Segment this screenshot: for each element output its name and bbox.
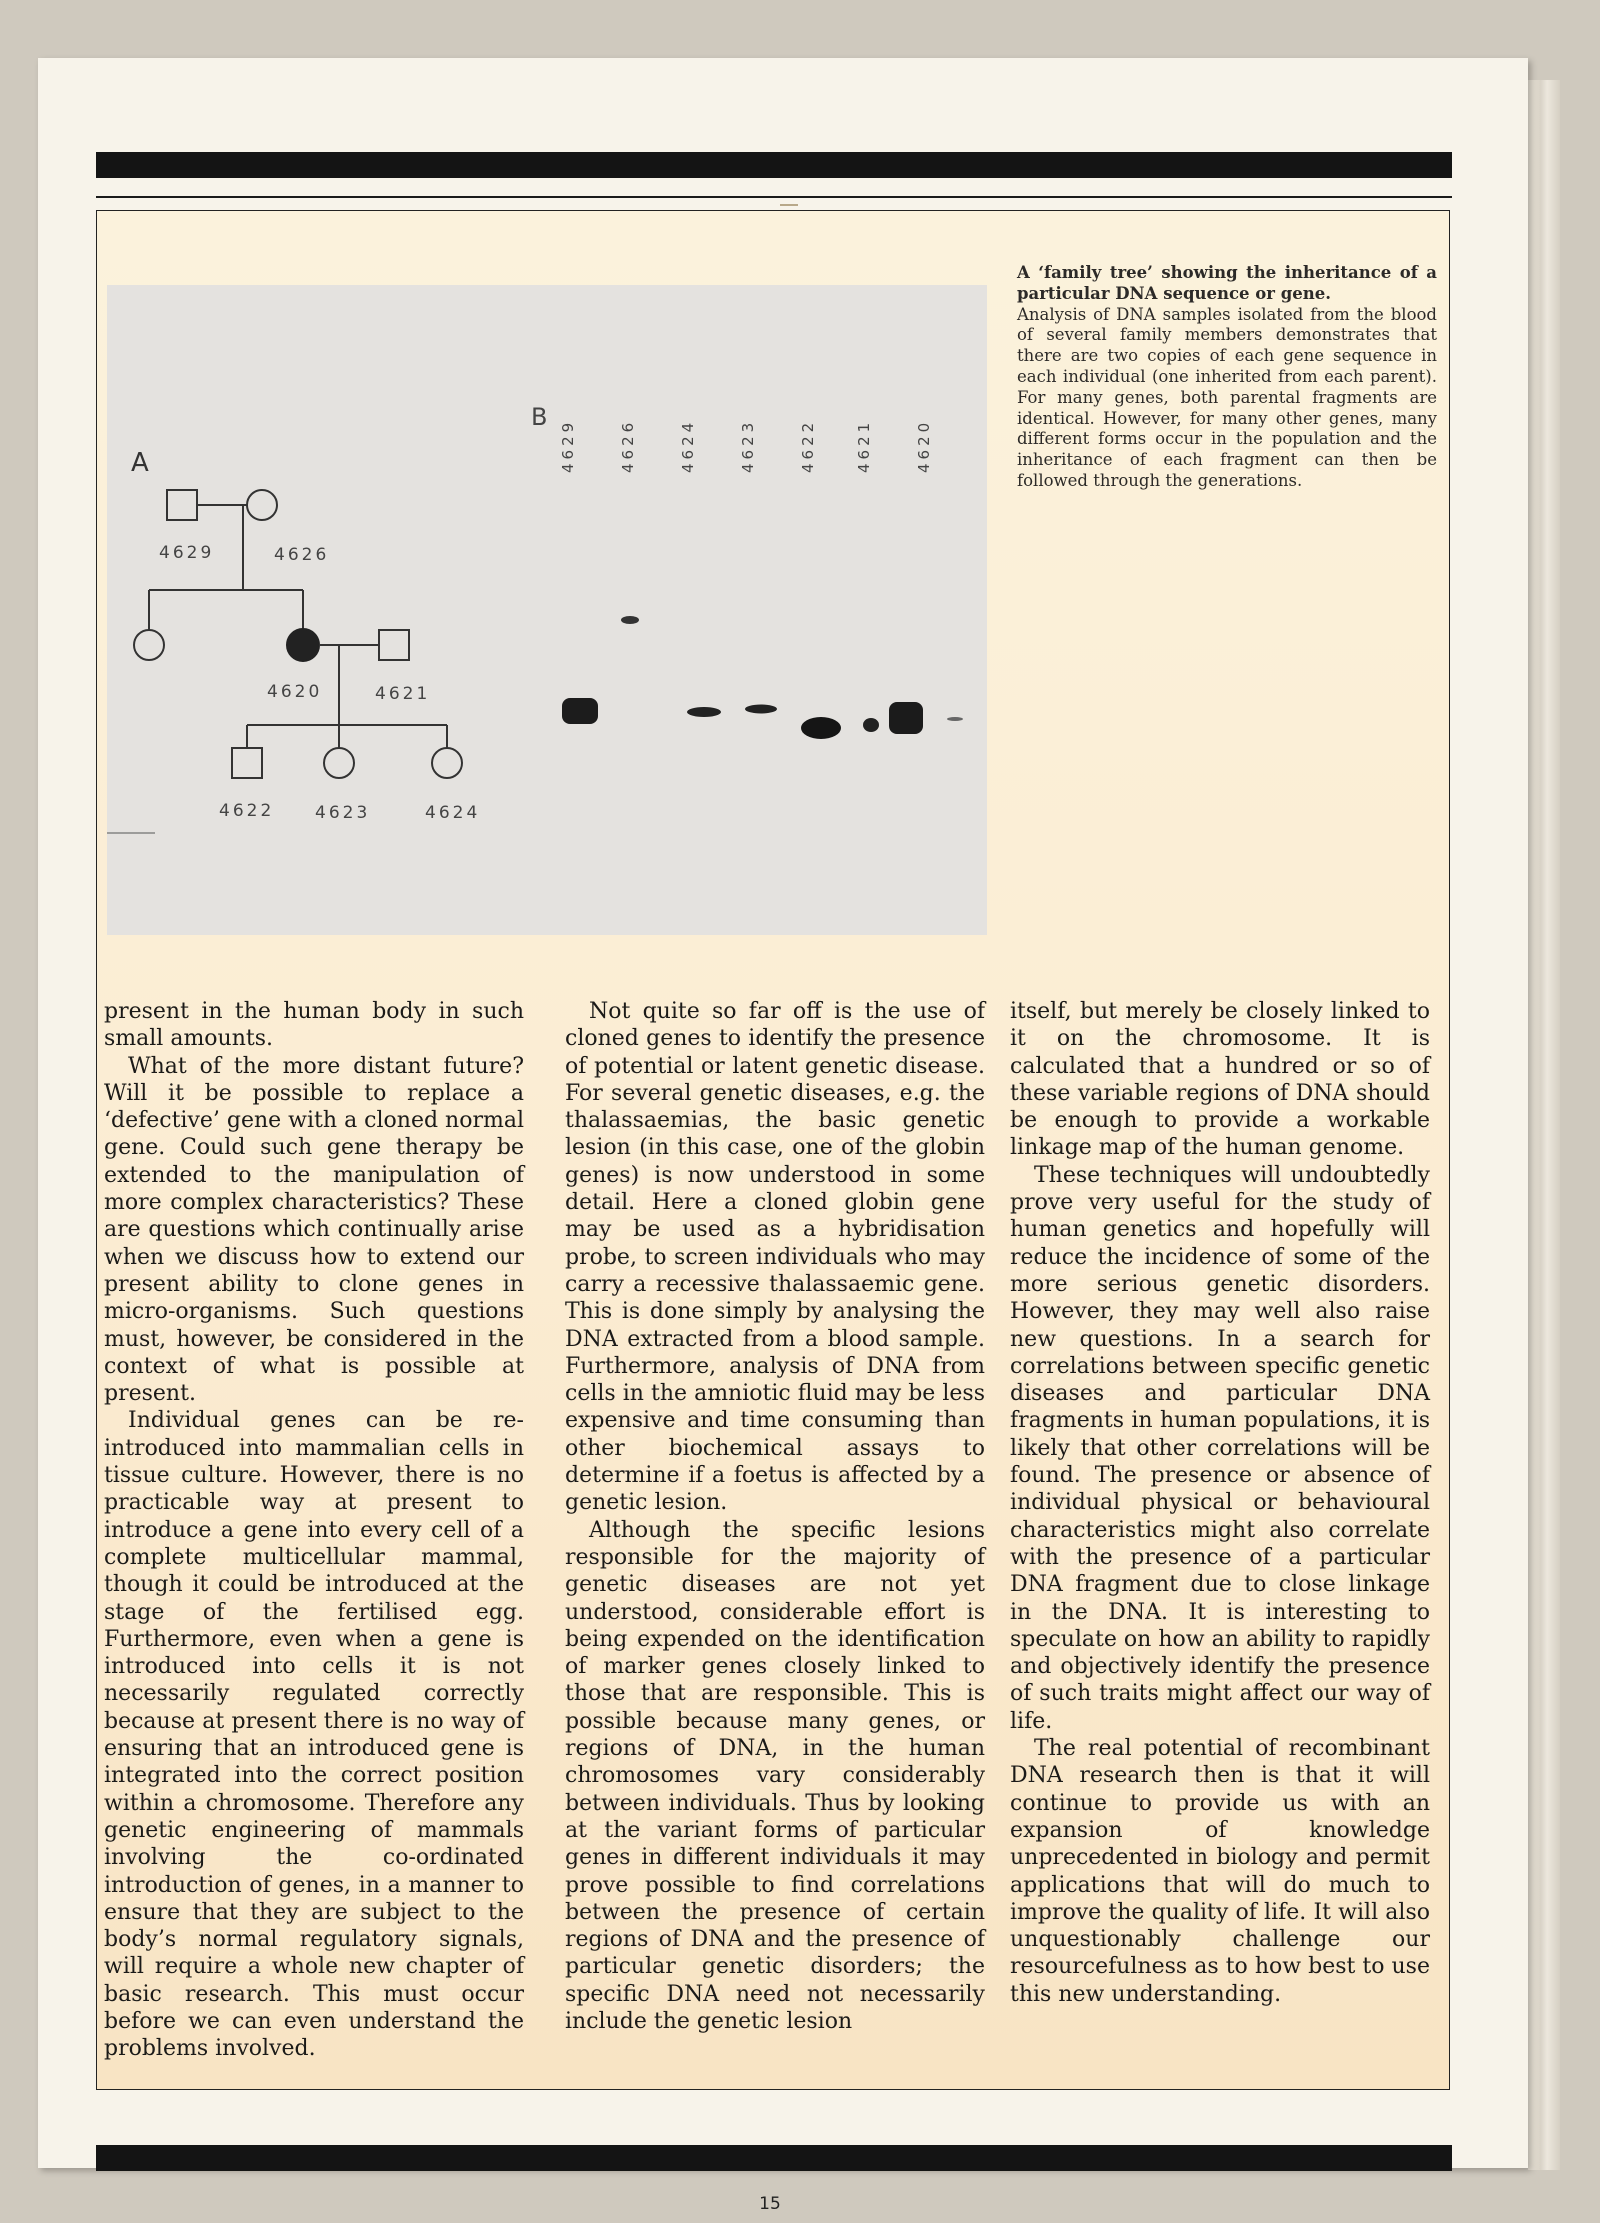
pedigree-label-4620: 4620 — [267, 682, 323, 702]
gel-lane-label-4623: 4623 — [739, 418, 757, 473]
gel-lane-label-4624: 4624 — [679, 418, 697, 473]
gel-lane-labels — [559, 419, 933, 473]
gel-lane-label-4629: 4629 — [559, 418, 577, 473]
gel-band — [863, 718, 879, 732]
pedigree-label-4621: 4621 — [375, 684, 431, 704]
pedigree-label-4623: 4623 — [315, 803, 371, 823]
text-column-3 — [1010, 998, 1430, 2008]
page-edge — [1528, 80, 1560, 2170]
pedigree-label-4626: 4626 — [274, 545, 330, 565]
page-number: 15 — [759, 2194, 781, 2214]
gel-band — [562, 698, 598, 724]
paragraph: Not quite so far off is the use of cloned genes to identify the presence of potential or latent genetic disease. For several genetic diseases, e.g. the thalassaemias, the basic genetic lesion (in this case, one of the globin genes) is now understood in some detail. Here a cloned globin gene may be used as a hybridisation probe, to screen individuals who may carry a recessive thalassaemic gene. This is done simply by analysing the DNA extracted from a blood sample. Furthermore, analysis of DNA from cells in the amniotic fluid may be less expensive and time consuming than other biochemical assays to determine if a foetus is affected by a genetic lesion. — [565, 999, 985, 1516]
caption-body: Analysis of DNA samples isolated from the blood of several family members demonstrates that there are two copies of each gene sequence in each individual (one inherited from each parent). For many genes, both parental fragments are identical. However, for many other genes, many different forms occur in the population and the inheritance of each fragment can then be followed through the generations. — [1017, 304, 1437, 490]
gel-band — [947, 717, 963, 721]
gel-band — [745, 705, 777, 714]
gel-band — [801, 717, 841, 739]
caption-title: A ‘family tree’ showing the inheritance of a particular DNA sequence or gene. — [1017, 263, 1437, 303]
text-column-1 — [104, 998, 524, 2063]
paragraph: These techniques will undoubtedly prove very useful for the study of human genetics and hopefully will reduce the incidence of some of the more serious genetic disorders. However, they may well also raise new questions. In a search for correlations between specific genetic diseases and particular DNA fragments in human populations, it is likely that other correlations will be found. The presence or absence of individual physical or behavioural characteristics might also correlate with the presence of a particular DNA fragment due to close linkage in the DNA. It is interesting to speculate on how an ability to rapidly and objectively identify the presence of such traits might affect our way of life. — [1010, 1162, 1430, 1734]
figure-photo — [107, 285, 987, 935]
panel-a-label: A — [131, 448, 149, 478]
pedigree-male-4622 — [232, 748, 262, 778]
text-column-2 — [565, 998, 985, 2035]
paragraph: Although the specific lesions responsible for the majority of genetic diseases are not yet understood, considerable effort is being expended on the identification of marker genes closely linked to those that are responsible. This is possible because many genes, or regions of DNA, in the human chromosomes vary considerably between individuals. Thus by looking at the variant forms of particular genes in different individuals it may prove possible to find correlations between the presence of certain regions of DNA and the presence of particular genetic disorders; the specific DNA need not necessarily include the genetic lesion — [565, 1517, 985, 2034]
top-rule — [96, 196, 1452, 198]
gel-band — [687, 707, 721, 717]
paragraph: present in the human body in such small amounts. — [104, 999, 524, 1052]
paragraph: Individual genes can be re-introduced into mammalian cells in tissue culture. However, there is no practicable way at present to introduce a gene into every cell of a complete multicellular mammal, though it could be introduced at the stage of the fertilised egg. Furthermore, even when a gene is introduced into cells it is not necessarily regulated correctly because at present there is no way of ensuring that an introduced gene is integrated into the correct position within a chromosome. Therefore any genetic engineering of mammals involving the co-ordinated introduction of genes, in a manner to ensure that they are subject to the body’s normal regulatory signals, will require a whole new chapter of basic research. This must occur before we can even understand the problems involved. — [104, 1408, 524, 2062]
gel-band — [889, 702, 923, 734]
pedigree-male-4621 — [379, 630, 409, 660]
pedigree-male-4629 — [167, 490, 197, 520]
gel-band — [621, 616, 639, 624]
paragraph: itself, but merely be closely linked to it on the chromosome. It is calculated that a hundred or so of these variable regions of DNA should be enough to provide a workable linkage map of the human genome. — [1010, 999, 1430, 1161]
pedigree-female-4624 — [432, 748, 462, 778]
paragraph: What of the more distant future? Will it be possible to replace a ‘defective’ gene with a cloned normal gene. Could such gene therapy be extended to the manipulation of more complex characteristics? These are questions which continually arise when we discuss how to extend our present ability to clone genes in micro-organisms. Such questions must, however, be considered in the context of what is possible at present. — [104, 1053, 524, 1407]
gel-lane-label-4621: 4621 — [855, 418, 873, 473]
pedigree-female-affected-4620 — [287, 629, 319, 661]
pedigree-label-4624: 4624 — [425, 803, 481, 823]
paragraph: The real potential of recombinant DNA research then is that it will continue to provide us with an expansion of knowledge unprecedented in biology and permit applications that will do much to improve the quality of life. It will also unquestionably challenge our resourcefulness as to how best to use this new understanding. — [1010, 1736, 1430, 2007]
figure-caption — [1017, 263, 1437, 492]
gel-lane-label-4622: 4622 — [799, 418, 817, 473]
pedigree-female-4626 — [247, 490, 277, 520]
pedigree-female-unaffected — [134, 630, 164, 660]
panel-b-label: B — [531, 403, 548, 431]
pedigree-label-4629: 4629 — [159, 543, 215, 563]
top-black-bar — [96, 152, 1452, 178]
gel-lane-label-4626: 4626 — [619, 418, 637, 473]
gel-lane-label-4620: 4620 — [915, 418, 933, 473]
pedigree-female-4623 — [324, 748, 354, 778]
gel-bands — [562, 616, 963, 739]
figure-svg — [107, 285, 987, 935]
pedigree-label-4622: 4622 — [219, 801, 275, 821]
bottom-black-bar — [96, 2145, 1452, 2171]
header-mark — [780, 204, 798, 206]
